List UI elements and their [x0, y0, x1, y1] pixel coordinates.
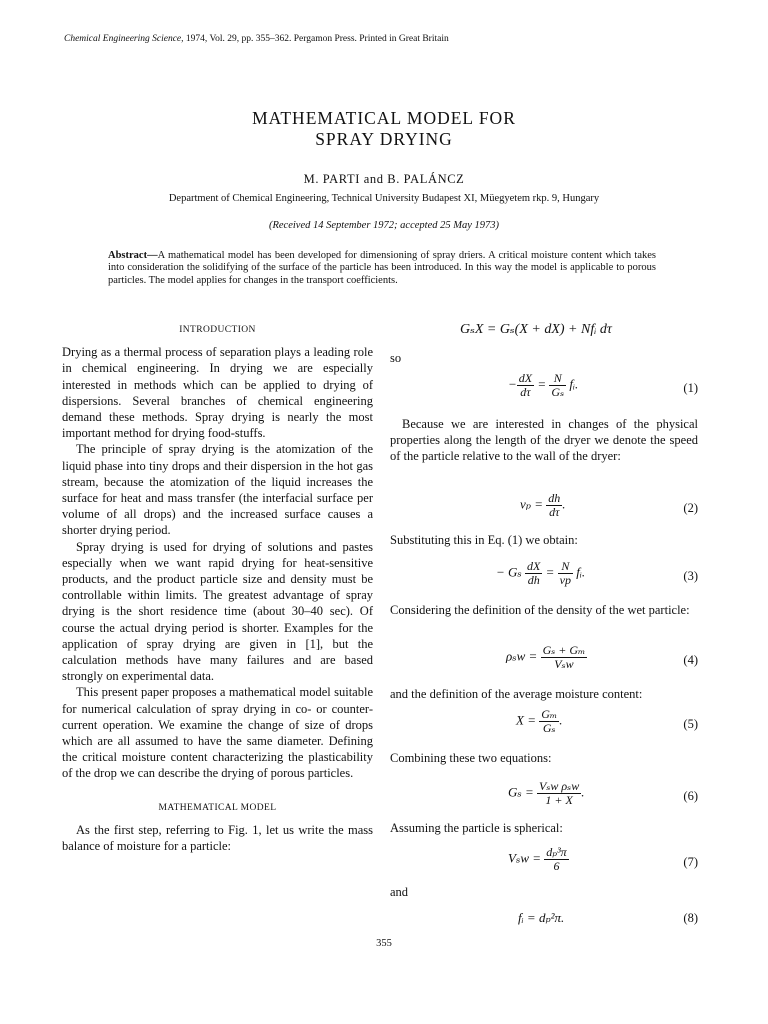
left-column: [62, 322, 373, 854]
text-so: so: [390, 351, 402, 365]
abstract: [108, 250, 656, 287]
equation-number: (5): [683, 717, 698, 731]
authors: M. PARTI and B. PALÁNCZ: [303, 172, 465, 186]
title-line-1: MATHEMATICAL MODEL FOR: [252, 108, 516, 128]
paragraph: and the definition of the average moisture content:: [390, 687, 643, 701]
paragraph: Spray drying is used for drying of solutions and pastes especially when we want rapid drying for heat-sensitive products, and the product particle size and density must be controllable within limits. The greatest advantage of spray drying is the short residence time (about 30–40 sec). Of course the actual drying period is shorter. Examples for the application of spray drying are given in [1], but the calculation methods have many failures and are based strongly on experimental data.: [62, 539, 373, 684]
abstract-label: Abstract—: [108, 250, 158, 261]
equation-8: fᵢ = dₚ²π. (8): [518, 910, 698, 925]
equation-7: Vₛw = $\frac{\text{dₚ³π}}{6}$ (7): [508, 845, 698, 873]
equation-3: − Gₛ $\frac{dX}{dh}$ = $\frac{N}{vp}$ fᵢ. (3): [496, 559, 698, 587]
page-number: 355: [376, 938, 392, 949]
equation-number: (4): [683, 653, 698, 667]
paragraph: Substituting this in Eq. (1) we obtain:: [390, 533, 578, 547]
equation-5: X = $\frac{\text{Gₘ}}{\text{Gₛ}}$ . (5): [516, 707, 698, 735]
equation-mass-balance: GₛX = Gₛ(X + dX) + Nfᵢ dτ: [460, 322, 612, 337]
equation-number: (2): [683, 501, 698, 515]
abstract-text: A mathematical model has been developed for dimensioning of spray driers. A critical moisture content which takes into consideration the solidifying of the surface of the particle has been introduced. In this way the model is applicable to porous particles. The model applies for changes in the transport coefficients.: [108, 250, 656, 286]
equation-number: (1): [683, 381, 698, 395]
paragraph: Combining these two equations:: [390, 751, 552, 765]
equation-number: (3): [683, 569, 698, 583]
paragraph: Assuming the particle is spherical:: [390, 821, 563, 835]
journal-name: Chemical Engineering Science,: [64, 34, 184, 44]
journal-details: 1974, Vol. 29, pp. 355–362. Pergamon Press. Printed in Great Britain: [185, 34, 449, 44]
section-heading-introduction: INTRODUCTION: [179, 325, 256, 335]
paragraph: Drying as a thermal process of separation plays a leading role in chemical engineering. In drying we are especially interested in methods which can be applied to drying of dispersions. Several branches of chemical engineering demand these methods. Spray drying is nearly the most important method for drying food-stuffs.: [62, 345, 373, 441]
paragraph: As the first step, referring to Fig. 1, let us write the mass balance of moisture for a particle:: [62, 822, 373, 854]
paragraph: This present paper proposes a mathematical model suitable for numerical calculation of spray drying in co- or counter-current operation. We examine the change of size of drops which are all assumed to have the same diameter. Defining the critical moisture content characterizing the plasticability of the drop we can describe the drying of porous particles.: [62, 685, 373, 781]
equation-1: − $\frac{dX}{d\tau}$ = $\frac{N}{\text{Gₛ}}$ fᵢ. (1): [508, 371, 698, 399]
equation-number: (6): [683, 789, 698, 803]
equation-4: ρₛw = $\frac{\text{Gₛ + Gₘ}}{\text{Vₛw}}$ (4): [506, 643, 698, 671]
affiliation: Department of Chemical Engineering, Technical University Budapest XI, Müegyetem rkp. 9, Hungary: [168, 193, 600, 204]
running-header: [64, 34, 449, 44]
section-heading-model: MATHEMATICAL MODEL: [158, 802, 277, 813]
paper-title: [0, 108, 768, 150]
paragraph: The principle of spray drying is the atomization of the liquid phase into tiny drops and their dispersion in the hot gas stream, because the atomization of the liquid increases the surface for heat and mass transfer (the interfacial surface per volume of all drops) and the increased surface causes a shorter drying period.: [62, 442, 373, 538]
paragraph: Because we are interested in changes of the physical properties along the length of the dryer we denote the speed of the particle relative to the wall of the dryer:: [390, 417, 698, 464]
equation-6: Gₛ = $\frac{\text{Vₛw ρₛw}}{1 + X}$ . (6): [508, 779, 698, 807]
received-dates: (Received 14 September 1972; accepted 25 May 1973): [268, 220, 500, 231]
paragraph: Considering the definition of the density of the wet particle:: [390, 603, 690, 617]
equation-2: vₚ = $\frac{dh}{d\tau}$ . (2): [520, 491, 698, 519]
text-and: and: [390, 885, 409, 899]
title-line-2: SPRAY DRYING: [315, 129, 453, 149]
equation-number: (8): [683, 911, 698, 925]
equation-number: (7): [683, 855, 698, 869]
